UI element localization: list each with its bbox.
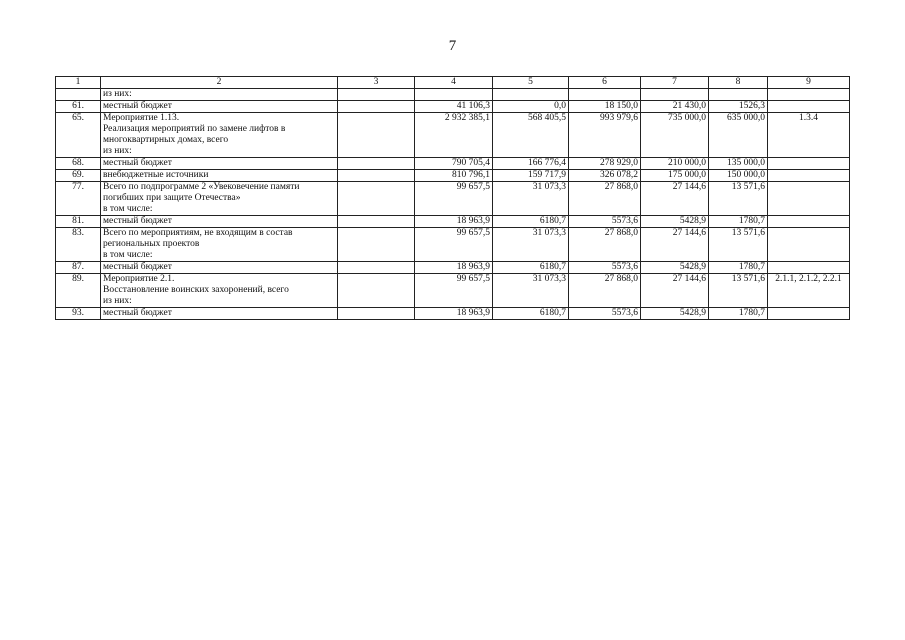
cell-col5: 31 073,3 xyxy=(493,274,569,308)
cell-col6: 326 078,2 xyxy=(569,170,641,182)
cell-col8: 1780,7 xyxy=(709,262,768,274)
cell-col6: 5573,6 xyxy=(569,262,641,274)
cell-col5: 6180,7 xyxy=(493,262,569,274)
row-index: 65. xyxy=(56,113,101,158)
column-header: 4 xyxy=(415,77,493,89)
cell-col4: 18 963,9 xyxy=(415,216,493,228)
table-row xyxy=(56,182,850,216)
table-row xyxy=(56,89,850,101)
cell-col7: 21 430,0 xyxy=(641,101,709,113)
header-row xyxy=(56,77,850,89)
cell-col4: 18 963,9 xyxy=(415,262,493,274)
cell-col9 xyxy=(768,228,850,262)
column-header: 1 xyxy=(56,77,101,89)
cell-col7: 175 000,0 xyxy=(641,170,709,182)
cell-col8 xyxy=(709,89,768,101)
row-index: 68. xyxy=(56,158,101,170)
cell-col7: 735 000,0 xyxy=(641,113,709,158)
cell-col7: 27 144,6 xyxy=(641,182,709,216)
cell-col7: 27 144,6 xyxy=(641,274,709,308)
cell-col7: 5428,9 xyxy=(641,216,709,228)
row-index: 87. xyxy=(56,262,101,274)
cell-col8: 1526,3 xyxy=(709,101,768,113)
cell-col6: 27 868,0 xyxy=(569,182,641,216)
column-header: 8 xyxy=(709,77,768,89)
cell-col4 xyxy=(415,89,493,101)
cell-col9 xyxy=(768,170,850,182)
row-index: 61. xyxy=(56,101,101,113)
cell-col6: 18 150,0 xyxy=(569,101,641,113)
row-name: Всего по мероприятиям, не входящим в состав региональных проектов в том числе: xyxy=(101,228,338,262)
row-name: Всего по подпрограмме 2 «Увековечение памяти погибших при защите Отечества» в том числе: xyxy=(101,182,338,216)
cell-col8: 1780,7 xyxy=(709,308,768,320)
cell-col5: 31 073,3 xyxy=(493,182,569,216)
column-header: 6 xyxy=(569,77,641,89)
table-row xyxy=(56,170,850,182)
row-index: 83. xyxy=(56,228,101,262)
cell-col7: 27 144,6 xyxy=(641,228,709,262)
cell-col8: 13 571,6 xyxy=(709,182,768,216)
cell-col3 xyxy=(338,216,415,228)
row-name: местный бюджет xyxy=(101,308,338,320)
cell-col3 xyxy=(338,113,415,158)
column-header: 3 xyxy=(338,77,415,89)
column-header: 2 xyxy=(101,77,338,89)
cell-col9 xyxy=(768,182,850,216)
cell-col6: 5573,6 xyxy=(569,308,641,320)
cell-col6: 5573,6 xyxy=(569,216,641,228)
cell-col4: 2 932 385,1 xyxy=(415,113,493,158)
cell-col5: 6180,7 xyxy=(493,308,569,320)
cell-col3 xyxy=(338,89,415,101)
row-name: Мероприятие 2.1. Восстановление воинских захоронений, всего из них: xyxy=(101,274,338,308)
table-row xyxy=(56,113,850,158)
cell-col9: 1.3.4 xyxy=(768,113,850,158)
row-name: внебюджетные источники xyxy=(101,170,338,182)
row-name: местный бюджет xyxy=(101,158,338,170)
cell-col9 xyxy=(768,216,850,228)
row-index: 77. xyxy=(56,182,101,216)
cell-col9 xyxy=(768,89,850,101)
budget-table xyxy=(55,76,850,320)
cell-col6: 278 929,0 xyxy=(569,158,641,170)
cell-col8: 13 571,6 xyxy=(709,274,768,308)
cell-col9 xyxy=(768,101,850,113)
cell-col4: 99 657,5 xyxy=(415,228,493,262)
cell-col3 xyxy=(338,274,415,308)
cell-col3 xyxy=(338,170,415,182)
cell-col5: 166 776,4 xyxy=(493,158,569,170)
cell-col9 xyxy=(768,308,850,320)
row-name: местный бюджет xyxy=(101,216,338,228)
cell-col3 xyxy=(338,308,415,320)
row-index: 93. xyxy=(56,308,101,320)
cell-col5: 0,0 xyxy=(493,101,569,113)
cell-col7 xyxy=(641,89,709,101)
cell-col4: 41 106,3 xyxy=(415,101,493,113)
cell-col6: 993 979,6 xyxy=(569,113,641,158)
row-index xyxy=(56,89,101,101)
cell-col5: 31 073,3 xyxy=(493,228,569,262)
cell-col7: 5428,9 xyxy=(641,262,709,274)
cell-col8: 150 000,0 xyxy=(709,170,768,182)
table-row xyxy=(56,228,850,262)
cell-col9 xyxy=(768,262,850,274)
cell-col5: 568 405,5 xyxy=(493,113,569,158)
table-row xyxy=(56,262,850,274)
cell-col9: 2.1.1, 2.1.2, 2.2.1 xyxy=(768,274,850,308)
cell-col8: 1780,7 xyxy=(709,216,768,228)
cell-col6: 27 868,0 xyxy=(569,228,641,262)
cell-col3 xyxy=(338,262,415,274)
cell-col3 xyxy=(338,158,415,170)
cell-col6: 27 868,0 xyxy=(569,274,641,308)
row-name: Мероприятие 1.13. Реализация мероприятий по замене лифтов в многоквартирных домах, всего из них: xyxy=(101,113,338,158)
cell-col7: 210 000,0 xyxy=(641,158,709,170)
column-header: 9 xyxy=(768,77,850,89)
cell-col3 xyxy=(338,101,415,113)
column-header: 5 xyxy=(493,77,569,89)
cell-col5: 159 717,9 xyxy=(493,170,569,182)
cell-col7: 5428,9 xyxy=(641,308,709,320)
table-row xyxy=(56,274,850,308)
cell-col5 xyxy=(493,89,569,101)
table-row xyxy=(56,158,850,170)
row-index: 89. xyxy=(56,274,101,308)
cell-col9 xyxy=(768,158,850,170)
cell-col5: 6180,7 xyxy=(493,216,569,228)
cell-col3 xyxy=(338,182,415,216)
table-row xyxy=(56,308,850,320)
cell-col8: 135 000,0 xyxy=(709,158,768,170)
cell-col8: 13 571,6 xyxy=(709,228,768,262)
row-name: из них: xyxy=(101,89,338,101)
row-name: местный бюджет xyxy=(101,262,338,274)
column-header: 7 xyxy=(641,77,709,89)
cell-col4: 18 963,9 xyxy=(415,308,493,320)
cell-col8: 635 000,0 xyxy=(709,113,768,158)
cell-col4: 99 657,5 xyxy=(415,274,493,308)
table-row xyxy=(56,101,850,113)
cell-col3 xyxy=(338,228,415,262)
cell-col4: 99 657,5 xyxy=(415,182,493,216)
cell-col4: 810 796,1 xyxy=(415,170,493,182)
row-index: 69. xyxy=(56,170,101,182)
row-name: местный бюджет xyxy=(101,101,338,113)
table-row xyxy=(56,216,850,228)
page-number: 7 xyxy=(448,38,457,54)
cell-col4: 790 705,4 xyxy=(415,158,493,170)
row-index: 81. xyxy=(56,216,101,228)
cell-col6 xyxy=(569,89,641,101)
